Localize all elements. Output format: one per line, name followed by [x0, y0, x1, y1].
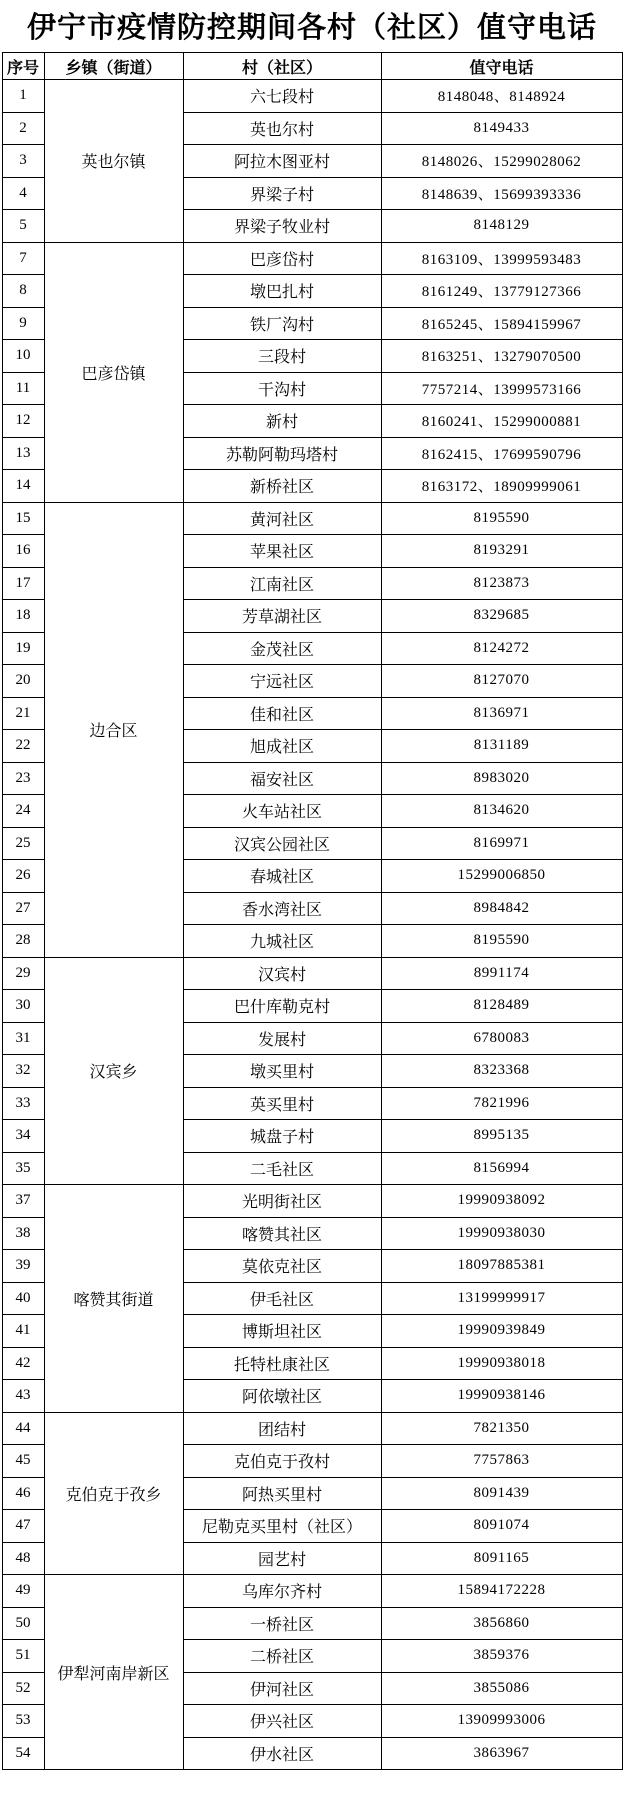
phone-cell: 19990938146: [381, 1380, 622, 1413]
village-cell: 汉宾村: [183, 957, 381, 990]
village-cell: 团结村: [183, 1412, 381, 1445]
serial-number-cell: 51: [2, 1640, 44, 1673]
serial-number-cell: 5: [2, 210, 44, 243]
serial-number-cell: 38: [2, 1217, 44, 1250]
serial-number-cell: 37: [2, 1185, 44, 1218]
village-cell: 发展村: [183, 1022, 381, 1055]
phone-cell: 7821996: [381, 1087, 622, 1120]
village-cell: 喀赞其社区: [183, 1217, 381, 1250]
header-village: 村（社区）: [183, 53, 381, 80]
table-header: [2, 53, 622, 80]
township-cell: 喀赞其街道: [44, 1185, 183, 1413]
phone-cell: 8163109、13999593483: [381, 242, 622, 275]
phone-cell: 8323368: [381, 1055, 622, 1088]
phone-cell: 19990938030: [381, 1217, 622, 1250]
village-cell: 英也尔村: [183, 112, 381, 145]
village-cell: 福安社区: [183, 762, 381, 795]
village-cell: 伊毛社区: [183, 1282, 381, 1315]
serial-number-cell: 32: [2, 1055, 44, 1088]
township-cell: 巴彦岱镇: [44, 242, 183, 502]
table-row: [2, 1575, 622, 1608]
serial-number-cell: 35: [2, 1152, 44, 1185]
phone-cell: 13909993006: [381, 1705, 622, 1738]
serial-number-cell: 30: [2, 990, 44, 1023]
serial-number-cell: 46: [2, 1477, 44, 1510]
phone-cell: 8123873: [381, 567, 622, 600]
village-cell: 伊水社区: [183, 1737, 381, 1770]
serial-number-cell: 12: [2, 405, 44, 438]
phone-cell: 8148639、15699393336: [381, 177, 622, 210]
village-cell: 克伯克于孜村: [183, 1445, 381, 1478]
serial-number-cell: 18: [2, 600, 44, 633]
township-cell: 英也尔镇: [44, 80, 183, 243]
village-cell: 博斯坦社区: [183, 1315, 381, 1348]
phone-cell: 8127070: [381, 665, 622, 698]
table-row: [2, 1412, 622, 1445]
village-cell: 新桥社区: [183, 470, 381, 503]
header-duty-phone: 值守电话: [381, 53, 622, 80]
serial-number-cell: 20: [2, 665, 44, 698]
phone-cell: 8156994: [381, 1152, 622, 1185]
serial-number-cell: 2: [2, 112, 44, 145]
serial-number-cell: 42: [2, 1347, 44, 1380]
village-cell: 九城社区: [183, 925, 381, 958]
village-cell: 界梁子村: [183, 177, 381, 210]
serial-number-cell: 3: [2, 145, 44, 178]
serial-number-cell: 34: [2, 1120, 44, 1153]
serial-number-cell: 50: [2, 1607, 44, 1640]
village-cell: 春城社区: [183, 860, 381, 893]
phone-cell: 15299006850: [381, 860, 622, 893]
table-row: [2, 957, 622, 990]
table-row: [2, 242, 622, 275]
serial-number-cell: 27: [2, 892, 44, 925]
phone-cell: 15894172228: [381, 1575, 622, 1608]
phone-cell: 7757214、13999573166: [381, 372, 622, 405]
phone-cell: 8991174: [381, 957, 622, 990]
village-cell: 新村: [183, 405, 381, 438]
serial-number-cell: 19: [2, 632, 44, 665]
phone-cell: 8165245、15894159967: [381, 307, 622, 340]
township-cell: 克伯克于孜乡: [44, 1412, 183, 1575]
village-cell: 巴彦岱村: [183, 242, 381, 275]
village-cell: 江南社区: [183, 567, 381, 600]
village-cell: 墩巴扎村: [183, 275, 381, 308]
village-cell: 火车站社区: [183, 795, 381, 828]
village-cell: 金茂社区: [183, 632, 381, 665]
serial-number-cell: 39: [2, 1250, 44, 1283]
village-cell: 界梁子牧业村: [183, 210, 381, 243]
village-cell: 阿热买里村: [183, 1477, 381, 1510]
phone-cell: 19990938018: [381, 1347, 622, 1380]
phone-cell: 7821350: [381, 1412, 622, 1445]
serial-number-cell: 28: [2, 925, 44, 958]
table-row: [2, 80, 622, 113]
village-cell: 苏勒阿勒玛塔村: [183, 437, 381, 470]
serial-number-cell: 54: [2, 1737, 44, 1770]
village-cell: 黄河社区: [183, 502, 381, 535]
village-cell: 香水湾社区: [183, 892, 381, 925]
serial-number-cell: 48: [2, 1542, 44, 1575]
page-title: 伊宁市疫情防控期间各村（社区）值守电话: [26, 12, 597, 44]
table-row: [2, 502, 622, 535]
village-cell: 二毛社区: [183, 1152, 381, 1185]
phone-cell: 8195590: [381, 925, 622, 958]
serial-number-cell: 17: [2, 567, 44, 600]
phone-cell: 8091165: [381, 1542, 622, 1575]
phone-cell: 19990939849: [381, 1315, 622, 1348]
serial-number-cell: 33: [2, 1087, 44, 1120]
serial-number-cell: 4: [2, 177, 44, 210]
serial-number-cell: 44: [2, 1412, 44, 1445]
village-cell: 一桥社区: [183, 1607, 381, 1640]
phone-cell: 8136971: [381, 697, 622, 730]
serial-number-cell: 14: [2, 470, 44, 503]
phone-cell: 8091439: [381, 1477, 622, 1510]
serial-number-cell: 29: [2, 957, 44, 990]
village-cell: 苹果社区: [183, 535, 381, 568]
serial-number-cell: 47: [2, 1510, 44, 1543]
village-cell: 墩买里村: [183, 1055, 381, 1088]
serial-number-cell: 7: [2, 242, 44, 275]
serial-number-cell: 23: [2, 762, 44, 795]
table-body: [2, 80, 622, 1770]
serial-number-cell: 40: [2, 1282, 44, 1315]
village-cell: 英买里村: [183, 1087, 381, 1120]
village-cell: 佳和社区: [183, 697, 381, 730]
village-cell: 光明街社区: [183, 1185, 381, 1218]
serial-number-cell: 41: [2, 1315, 44, 1348]
phone-cell: 18097885381: [381, 1250, 622, 1283]
village-cell: 干沟村: [183, 372, 381, 405]
serial-number-cell: 52: [2, 1672, 44, 1705]
duty-phone-table: [2, 52, 623, 1770]
serial-number-cell: 11: [2, 372, 44, 405]
township-cell: 伊犁河南岸新区: [44, 1575, 183, 1770]
phone-cell: 13199999917: [381, 1282, 622, 1315]
serial-number-cell: 16: [2, 535, 44, 568]
phone-cell: 3863967: [381, 1737, 622, 1770]
village-cell: 二桥社区: [183, 1640, 381, 1673]
village-cell: 铁厂沟村: [183, 307, 381, 340]
phone-cell: 8329685: [381, 600, 622, 633]
phone-cell: 19990938092: [381, 1185, 622, 1218]
phone-cell: 3855086: [381, 1672, 622, 1705]
phone-cell: 8195590: [381, 502, 622, 535]
village-cell: 阿依墩社区: [183, 1380, 381, 1413]
phone-cell: 6780083: [381, 1022, 622, 1055]
village-cell: 阿拉木图亚村: [183, 145, 381, 178]
serial-number-cell: 9: [2, 307, 44, 340]
phone-cell: 8128489: [381, 990, 622, 1023]
village-cell: 莫依克社区: [183, 1250, 381, 1283]
phone-cell: 8163251、13279070500: [381, 340, 622, 373]
serial-number-cell: 10: [2, 340, 44, 373]
phone-cell: 3856860: [381, 1607, 622, 1640]
phone-cell: 8091074: [381, 1510, 622, 1543]
serial-number-cell: 31: [2, 1022, 44, 1055]
serial-number-cell: 8: [2, 275, 44, 308]
serial-number-cell: 1: [2, 80, 44, 113]
village-cell: 城盘子村: [183, 1120, 381, 1153]
header-township: 乡镇（街道）: [44, 53, 183, 80]
serial-number-cell: 43: [2, 1380, 44, 1413]
phone-cell: 8124272: [381, 632, 622, 665]
serial-number-cell: 49: [2, 1575, 44, 1608]
village-cell: 尼勒克买里村（社区）: [183, 1510, 381, 1543]
village-cell: 巴什库勒克村: [183, 990, 381, 1023]
village-cell: 宁远社区: [183, 665, 381, 698]
phone-cell: 8163172、18909999061: [381, 470, 622, 503]
table-row: [2, 1185, 622, 1218]
phone-cell: 8160241、15299000881: [381, 405, 622, 438]
phone-cell: 8983020: [381, 762, 622, 795]
serial-number-cell: 15: [2, 502, 44, 535]
serial-number-cell: 13: [2, 437, 44, 470]
phone-cell: 8169971: [381, 827, 622, 860]
phone-cell: 8131189: [381, 730, 622, 763]
village-cell: 园艺村: [183, 1542, 381, 1575]
village-cell: 汉宾公园社区: [183, 827, 381, 860]
village-cell: 三段村: [183, 340, 381, 373]
phone-cell: 8162415、17699590796: [381, 437, 622, 470]
header-serial-number: 序号: [2, 53, 44, 80]
serial-number-cell: 22: [2, 730, 44, 763]
phone-cell: 8995135: [381, 1120, 622, 1153]
serial-number-cell: 21: [2, 697, 44, 730]
serial-number-cell: 45: [2, 1445, 44, 1478]
phone-cell: 8193291: [381, 535, 622, 568]
header-row: [2, 53, 622, 80]
serial-number-cell: 26: [2, 860, 44, 893]
village-cell: 伊河社区: [183, 1672, 381, 1705]
village-cell: 旭成社区: [183, 730, 381, 763]
phone-cell: 8148129: [381, 210, 622, 243]
phone-cell: 8984842: [381, 892, 622, 925]
village-cell: 伊兴社区: [183, 1705, 381, 1738]
phone-cell: 8161249、13779127366: [381, 275, 622, 308]
phone-cell: 8149433: [381, 112, 622, 145]
phone-cell: 3859376: [381, 1640, 622, 1673]
village-cell: 乌库尔齐村: [183, 1575, 381, 1608]
village-cell: 芳草湖社区: [183, 600, 381, 633]
phone-cell: 8134620: [381, 795, 622, 828]
village-cell: 托特杜康社区: [183, 1347, 381, 1380]
village-cell: 六七段村: [183, 80, 381, 113]
phone-cell: 8148048、8148924: [381, 80, 622, 113]
phone-cell: 7757863: [381, 1445, 622, 1478]
serial-number-cell: 53: [2, 1705, 44, 1738]
serial-number-cell: 24: [2, 795, 44, 828]
township-cell: 边合区: [44, 502, 183, 957]
township-cell: 汉宾乡: [44, 957, 183, 1185]
phone-cell: 8148026、15299028062: [381, 145, 622, 178]
serial-number-cell: 25: [2, 827, 44, 860]
